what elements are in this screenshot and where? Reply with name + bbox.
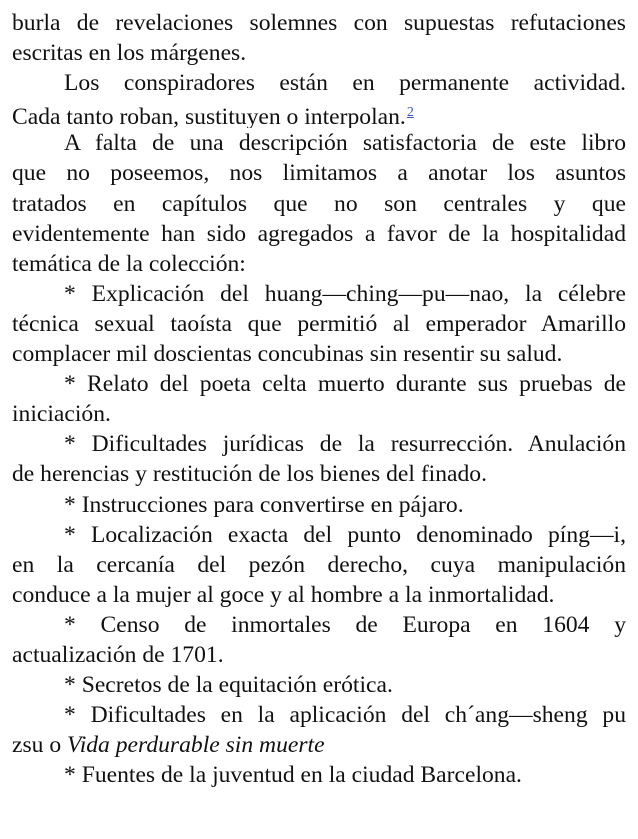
list-item-line: * Relato del poeta celta muerto durante sus pruebas de — [64, 371, 626, 398]
text-span: zsu o — [12, 732, 68, 759]
text-line: burla de revelaciones solemnes con supuestas refutaciones — [12, 10, 626, 36]
list-item-line: * Dificultades en la aplicación del ch´ang—sheng pu — [64, 702, 626, 729]
text-line: de herencias y restitución de los bienes del finado. — [12, 461, 487, 488]
text-line: iniciación. — [12, 401, 111, 428]
paragraph-start-line: A falta de una descripción satisfactoria de este libro — [64, 130, 626, 157]
paragraph-start-line: Los conspiradores están en permanente actividad. — [64, 70, 626, 97]
list-item-line: * Dificultades jurídicas de la resurrección. Anulación — [64, 431, 626, 458]
text-line: técnica sexual taoísta que permitió al emperador Amarillo — [12, 310, 626, 337]
text-line: actualización de 1701. — [12, 641, 224, 668]
list-item-line: * Fuentes de la juventud en la ciudad Barcelona. — [64, 762, 522, 789]
text-line: evidentemente han sido agregados a favor de la hospitalidad — [12, 220, 626, 247]
text-line: temática de la colección: — [12, 250, 246, 277]
text-line: complacer mil doscientas concubinas sin resentir su salud. — [12, 341, 563, 368]
text-line: escritas en los márgenes. — [12, 40, 247, 67]
text-line-with-footnote — [12, 98, 626, 128]
italic-book-title: Vida perdurable sin muerte — [67, 732, 325, 759]
list-item-line: * Instrucciones para convertirse en pájaro. — [64, 491, 464, 518]
footnote-reference-link[interactable]: 2 — [406, 105, 414, 121]
text-line: tratados en capítulos que no son centrales y que — [12, 190, 626, 217]
list-item-line: * Censo de inmortales de Europa en 1604 y — [64, 611, 626, 638]
text-line: en la cercanía del pezón derecho, cuya manipulación — [12, 551, 626, 578]
text-line: conduce a la mujer al goce y al hombre a la inmortalidad. — [12, 581, 555, 608]
list-item-line: * Explicación del huang—ching—pu—nao, la célebre — [64, 280, 626, 307]
list-item-line: * Localización exacta del punto denominado píng—i, — [64, 521, 626, 548]
text-span: Cada tanto roban, sustituyen o interpolan. — [12, 104, 406, 129]
text-line-with-italic-title — [12, 730, 626, 760]
list-item-line: * Secretos de la equitación erótica. — [64, 672, 393, 699]
text-line: que no poseemos, nos limitamos a anotar los asuntos — [12, 160, 626, 187]
